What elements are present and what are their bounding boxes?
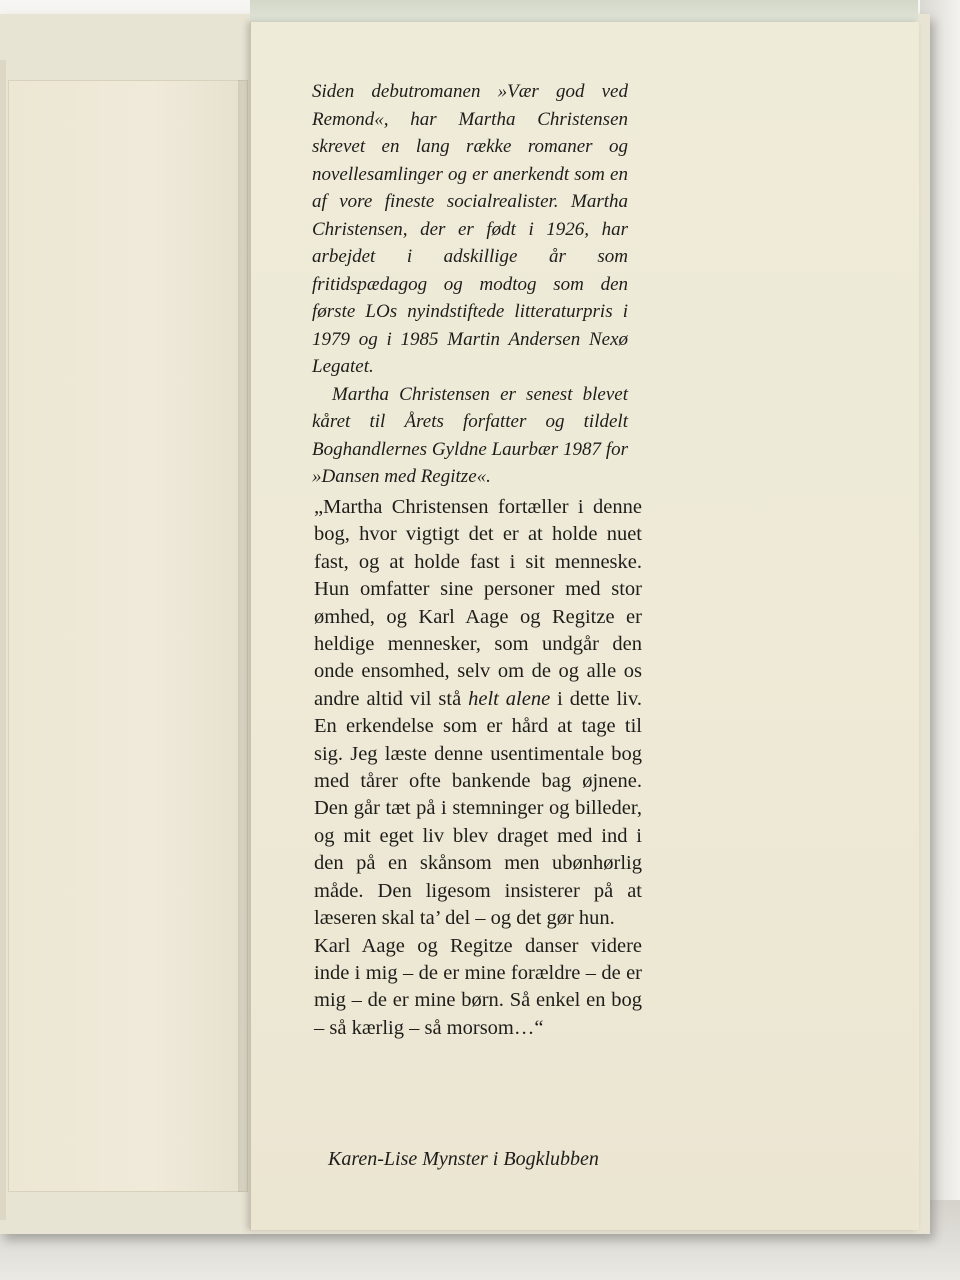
review-text-start: „Martha Christensen fortæller i denne bog, hvor vigtigt det er at holde nuet fast, og at holde fast i sit menneske. Hun omfatter sine personer med stor ømhed, og Karl Aage og Regitze er heldige mennesker, som undgår den onde ensomhed, selv om de og alle os andre altid vil stå: [314, 496, 642, 710]
flap-shadow: [238, 80, 250, 1192]
review-paragraph-2: Karl Aage og Regitze danser videre inde i mig – de er mine forældre – de er mig – de er mine børn. Så enkel en bog – så kærlig – så morsom…“: [314, 934, 642, 1039]
review-emphasis: helt alene: [468, 687, 551, 710]
book-spine-edge: [0, 60, 6, 1220]
review-text-end: i dette liv. En erkendelse som er hård at tage til sig. Jeg læste denne usentimentale bog med tårer ofte bankende bag øjnene. Den går tæt på i stemninger og billeder, og mit eget liv blev draget med ind i den på en skånsom men ubønhørlig måde. Den ligesom insisterer på at læseren skal ta’ del – og det gør hun.: [314, 687, 642, 930]
review-quote: [314, 494, 642, 1042]
author-bio-paragraph-1: Siden debutromanen »Vær god ved Remond«, har Martha Christensen skrevet en lang række romaner og novellesamlinger og er anerkendt som en af vore fineste socialrealister. Martha Christensen, der er født i 1926, har arbejdet i adskillige år som fritidspædagog og modtog som den første LOs nyindstiftede litteraturpris i 1979 og i 1985 Martin Andersen Nexø Legatet.: [312, 81, 628, 377]
book-back-cover: [8, 80, 248, 1192]
author-bio-paragraph-2: Martha Christensen er senest blevet kåret til Årets forfatter og tildelt Boghandlernes Gyldne Laurbær 1987 for »Dansen med Regitze«.: [312, 383, 628, 487]
author-bio: [312, 78, 628, 491]
review-paragraph-1: [314, 494, 642, 933]
review-attribution: Karen-Lise Mynster i Bogklubben: [328, 1148, 599, 1170]
